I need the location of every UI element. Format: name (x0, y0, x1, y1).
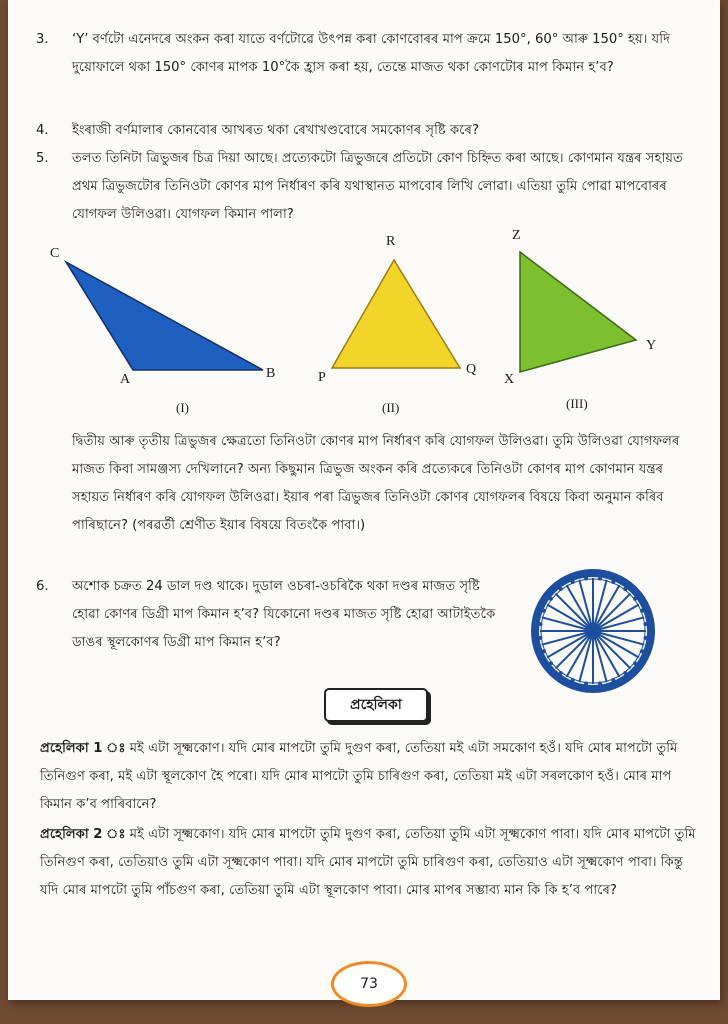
triangle-caption: (I) (176, 400, 189, 415)
vertex-label: X (504, 372, 515, 387)
puzzle-1 (40, 735, 705, 819)
ashoka-chakra-icon (528, 566, 658, 696)
chakra-rim-dot (633, 661, 637, 665)
triangle-caption: (III) (566, 396, 588, 411)
chakra-rim-dot (640, 609, 644, 613)
question-number: 4. (36, 123, 49, 138)
chakra-rim-dot (623, 587, 627, 591)
chakra-rim-dot (611, 678, 615, 682)
triangle-caption: (II) (382, 400, 400, 415)
triangle-1-figure (58, 254, 273, 374)
vertex-label: R (386, 234, 396, 249)
question-text: তলত তিনিটা ত্ৰিভুজৰ চিত্ৰ দিয়া আছে। প্ৰত্যেকটো ত্ৰিভুজৰে প্ৰতিটো কোণ চিহ্নিত কৰা আছে। কোণমান যন্ত্ৰৰ সহায়ত প্ৰথম ত্ৰিভুজটোৰ তিনিওটা কোণৰ মাপ নিৰ্ধাৰণ কৰি যথাস্থানত মাপবোৰ লিখি লোৱা। এতিয়া তুমি পোৱা মাপবোৰৰ যোগফল উলিওৱা। যোগফল কিমান পালা? (72, 151, 683, 222)
question-text: ‘Y’ বর্ণটো এনেদৰে অংকন কৰা যাতে বর্ণটোৱে উৎপন্ন কৰা কোণবোৰৰ মাপ ক্রমে 150°, 60° আৰু 150° হয়। যদি দুয়োফালে থকা 150° কোণৰ মাপক 10°কৈ হ্রাস কৰা হয়, তেন্তে মাজত থকা কোণটোৰ মাপ কিমান হ’ব? (72, 32, 670, 75)
triangle-2-figure (326, 254, 466, 372)
chakra-rim-dot (644, 636, 648, 640)
vertex-label: Y (646, 338, 657, 353)
vertex-label: Z (512, 228, 521, 243)
question-number: 5. (36, 151, 49, 166)
chakra-rim-dot (559, 587, 563, 591)
chakra-rim-dot (633, 597, 637, 601)
puzzle-text: মই এটা সূক্ষ্মকোণ। যদি মোৰ মাপটো তুমি দুগুণ কৰা, তেতিয়া তুমি এটা সূক্ষ্মকোণ পাবা। যদি মোৰ মাপটো তুমি তিনিগুণ কৰা, তেতিয়াও তুমি এটা সূক্ষ্মকোণ পাবা। যদি মোৰ মাপটো তুমি চাৰিগুণ কৰা, তেতিয়াও এটা সূক্ষ্মকোণ পাবা। কিন্তু যদি মোৰ মাপটো তুমি পাঁচগুণ কৰা, তেতিয়া তুমি এটা স্থূলকোণ পাবা। মোৰ মাপৰ সম্ভাব্য মান কি কি হ’ব পাৰে? (40, 827, 696, 898)
puzzle-text: মই এটা সূক্ষ্মকোণ। যদি মোৰ মাপটো তুমি দুগুণ কৰা, তেতিয়া মই এটা সমকোণ হওঁ। যদি মোৰ মাপটো তুমি তিনিগুণ কৰা, মই এটা স্থূলকোণ হৈ পৰো। যদি মোৰ মাপটো তুমি চাৰিগুণ কৰা, তেতিয়া মই এটা সৰলকোণ হওঁ। মোৰ মাপ কিমান ক’ব পাৰিবানে? (40, 741, 678, 812)
chakra-rim-dot (598, 576, 602, 580)
chakra-rim-dot (549, 661, 553, 665)
chakra-rim-dot (611, 580, 615, 584)
question-text: ইংৰাজী বৰ্ণমালাৰ কোনবোৰ আখৰত থকা ৰেখাখণ্ডবোৰে সমকোণৰ সৃষ্টি কৰে? (72, 123, 479, 138)
chakra-rim-dot (644, 622, 648, 626)
chakra-rim-dot (584, 682, 588, 686)
page-number: 73 (331, 961, 407, 1007)
textbook-page (8, 0, 720, 1000)
chakra-rim-dot (640, 649, 644, 653)
chakra-rim-dot (623, 671, 627, 675)
vertex-label: A (120, 372, 131, 387)
chakra-rim-dot (538, 636, 542, 640)
vertex-label: P (318, 370, 326, 385)
puzzle-label: প্ৰহেলিকা 1 ঃ (40, 741, 126, 756)
question-number: 6. (36, 579, 49, 594)
chakra-rim-dot (584, 576, 588, 580)
vertex-label: C (50, 246, 60, 261)
chakra-rim-dot (598, 682, 602, 686)
chakra-rim-dot (538, 622, 542, 626)
chakra-rim-dot (542, 609, 546, 613)
vertex-label: Q (466, 362, 477, 377)
triangle-3-figure (514, 248, 640, 376)
chakra-rim-dot (571, 580, 575, 584)
question-text: অশোক চক্ৰত 24 ডাল দণ্ড থাকে। দুডাল ওচৰা-ওচৰিকৈ থকা দণ্ডৰ মাজত সৃষ্টি হোৱা কোণৰ ডিগ্ৰী মাপ কিমান হ’ব? যিকোনো দণ্ডৰ মাজত সৃষ্টি হোৱা আটাইতকৈ ডাঙৰ স্থূলকোণৰ ডিগ্ৰী মাপ কিমান হ’ব? (72, 579, 496, 650)
vertex-label: B (266, 366, 276, 381)
chakra-hub (585, 623, 601, 639)
question-number: 3. (36, 32, 49, 47)
section-heading: প্ৰহেলিকা (324, 688, 428, 722)
chakra-rim-dot (549, 597, 553, 601)
chakra-rim-dot (559, 671, 563, 675)
puzzle-2 (40, 821, 705, 905)
question-5-continuation: দ্বিতীয় আৰু তৃতীয় ত্ৰিভুজৰ ক্ষেত্ৰতো তিনিওটা কোণৰ মাপ নিৰ্ধাৰণ কৰি যোগফল উলিওৱা। তুমি উলিওৱা যোগফলৰ মাজত কিবা সামঞ্জস্য দেখিলানে? অন্য কিছুমান ত্ৰিভুজ অংকন কৰি প্ৰত্যেকৰে তিনিওটা কোণৰ মাপ কোণমান যন্ত্ৰৰ সহায়ত নিৰ্ধাৰণ কৰি যোগফল উলিওৱা। ইয়াৰ পৰা ত্ৰিভুজৰ তিনিওটা কোণৰ যোগফলৰ বিষয়ে কিবা অনুমান কৰিব পাৰিছানে? (পৰৱৰ্তী শ্ৰেণীত ইয়াৰ বিষয়ে বিতংকৈ পাবা।) (72, 434, 680, 533)
chakra-rim-dot (542, 649, 546, 653)
chakra-rim-dot (571, 678, 575, 682)
puzzle-label: প্ৰহেলিকা 2 ঃ (40, 827, 126, 842)
